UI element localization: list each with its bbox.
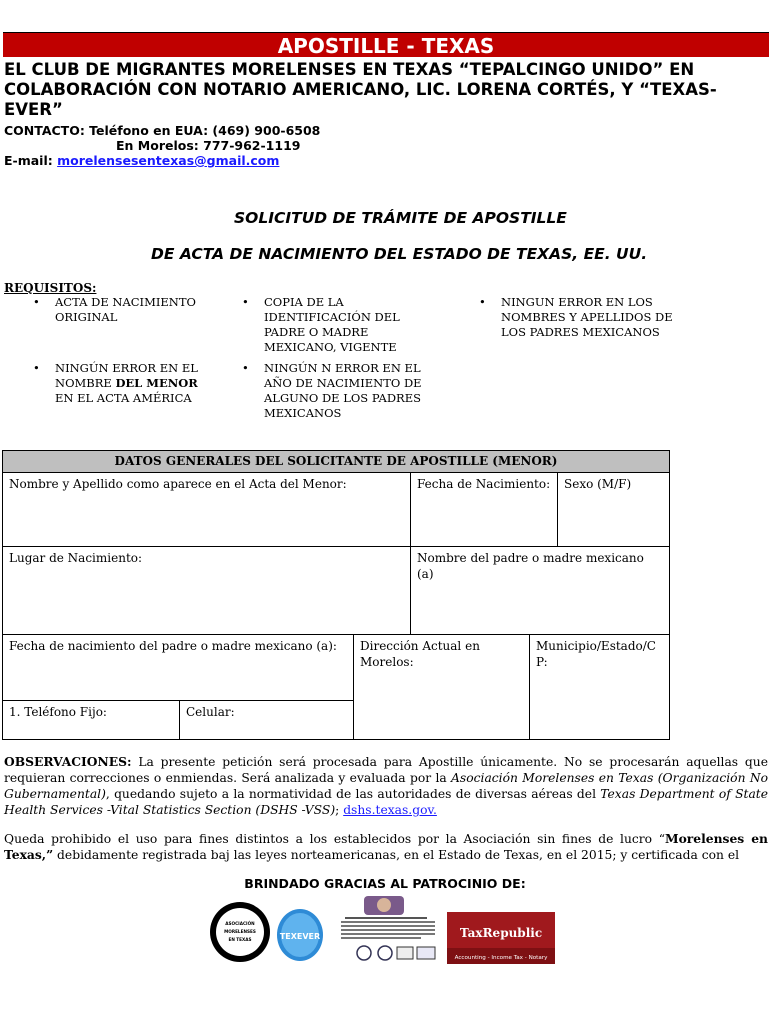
parent-birth-date-field[interactable]: Fecha de nacimiento del padre o madre mexicano (a): [9, 639, 337, 653]
requirement-bold-fragment: DEL MENOR [115, 376, 198, 390]
page-banner-title: APOSTILLE - TEXAS [3, 32, 769, 57]
texever-logo [276, 908, 324, 962]
email-link[interactable]: morelensesentexas@gmail.com [57, 153, 280, 168]
observaciones-text: ; [335, 803, 344, 817]
observaciones-paragraph [4, 754, 768, 818]
requirement-text: IDENTIFICACIÓN DEL [264, 310, 400, 324]
birth-date-field[interactable]: Fecha de Nacimiento: [417, 477, 551, 491]
svg-text:ASOCIACIÓN: ASOCIACIÓN [225, 921, 255, 926]
club-heading: EL CLUB DE MIGRANTES MORELENSES EN TEXAS “TEPALCINGO UNIDO” EN COLABORACIÓN CON NOTARIO AMERICANO, LIC. LORENA CORTÉS, Y “TEXAS-EVER” [4, 60, 717, 119]
svg-text:MORELENSES: MORELENSES [224, 929, 256, 934]
sponsors-heading: BRINDADO GRACIAS AL PATROCINIO DE: [244, 876, 526, 891]
prohibition-bold: Morelenses en Texas,” [4, 831, 768, 862]
form-title-line1: SOLICITUD DE TRÁMITE DE APOSTILLE [234, 209, 567, 227]
observaciones-italic: Asociación Morelenses en Texas (Organización No Gubernamental) [4, 771, 768, 801]
requirement-text: NINGÚN N ERROR EN EL [264, 361, 421, 375]
observaciones-text: La presente petición será procesada para Apostille únicamente. No se procesarán aquellas que requieran correcciones o enmiendas. Será analizada y evaluada por la [4, 755, 768, 785]
birthplace-field[interactable]: Lugar de Nacimiento: [9, 551, 143, 565]
requirement-text: NOMBRES Y APELLIDOS DE [501, 310, 673, 324]
bullet-icon: • [33, 295, 40, 309]
cell-phone-field[interactable]: Celular: [186, 705, 235, 719]
requirement-text: ORIGINAL [55, 310, 118, 324]
prohibition-paragraph [4, 831, 768, 863]
bullet-icon: • [33, 361, 40, 375]
dshs-link[interactable]: dshs.texas.gov. [343, 803, 437, 817]
form-title-line2: DE ACTA DE NACIMIENTO DEL ESTADO DE TEXAS, EE. UU. [151, 245, 648, 263]
requirement-text: MEXICANOS [264, 406, 342, 420]
observaciones-italic: Texas Department of State Health Services -Vital Statistics Section (DSHS -VSS) [4, 787, 769, 817]
email-label: E-mail: [4, 153, 53, 168]
observaciones-text: , quedando sujeto a la normatividad de las autoridades de diversas aéreas del [105, 787, 601, 801]
municipio-field[interactable]: Municipio/Estado/C P: [536, 639, 656, 669]
svg-text:TaxRepublic: TaxRepublic [459, 926, 543, 940]
bullet-icon: • [479, 295, 486, 309]
minor-name-field[interactable]: Nombre y Apellido como aparece en el Acta del Menor: [9, 477, 347, 491]
parent-name-field[interactable]: Nombre del padre o madre mexicano (a) [417, 551, 644, 581]
bullet-icon: • [242, 295, 249, 309]
requirement-text: NINGUN ERROR EN LOS [501, 295, 653, 309]
svg-text:EN TEXAS: EN TEXAS [228, 937, 252, 942]
landline-phone-field[interactable]: 1. Teléfono Fijo: [9, 705, 107, 719]
prohibition-text: Queda prohibido el uso para fines distintos a los establecidos por la Asociación sin fines de lucro “ [4, 832, 665, 846]
requirements-heading: REQUISITOS: [4, 281, 97, 295]
sex-field[interactable]: Sexo (M/F) [564, 477, 632, 491]
requirement-text: AÑO DE NACIMIENTO DE [264, 376, 422, 390]
observaciones-label: OBSERVACIONES: [4, 754, 132, 769]
contact-email-row [4, 153, 279, 168]
svg-text:Accounting - Income Tax - Nota: Accounting - Income Tax - Notary [454, 955, 548, 961]
contact-phone-usa: CONTACTO: Teléfono en EUA: (469) 900-6508 [4, 123, 321, 138]
requirement-text: MEXICANO, VIGENTE [264, 340, 397, 354]
morelenses-texas-seal-logo [209, 901, 271, 963]
contact-phone-morelos: En Morelos: 777-962-1119 [116, 138, 301, 153]
requirement-text: PADRE O MADRE [264, 325, 369, 339]
requirement-text-bold-row: NOMBRE DEL MENOR [55, 376, 198, 390]
applicant-form-table [2, 450, 670, 740]
taxrepublic-logo [447, 912, 555, 964]
address-field[interactable]: Dirección Actual en Morelos: [360, 639, 480, 669]
requirement-text: LOS PADRES MEXICANOS [501, 325, 660, 339]
requirement-text: COPIA DE LA [264, 295, 344, 309]
requirement-text: ALGUNO DE LOS PADRES [264, 391, 421, 405]
notary-sponsor-logo [331, 895, 443, 963]
svg-text:TEXEVER: TEXEVER [279, 932, 321, 941]
requirement-text: NINGÚN ERROR EN EL [55, 361, 198, 375]
form-table-title: DATOS GENERALES DEL SOLICITANTE DE APOSTILLE (MENOR) [3, 451, 669, 473]
prohibition-text: debidamente registrada baj las leyes norteamericanas, en el Estado de Texas, en el 2015; y certificada con el [53, 848, 740, 862]
requirement-text: EN EL ACTA AMÉRICA [55, 391, 192, 405]
bullet-icon: • [242, 361, 249, 375]
requirement-text: ACTA DE NACIMIENTO [55, 295, 196, 309]
